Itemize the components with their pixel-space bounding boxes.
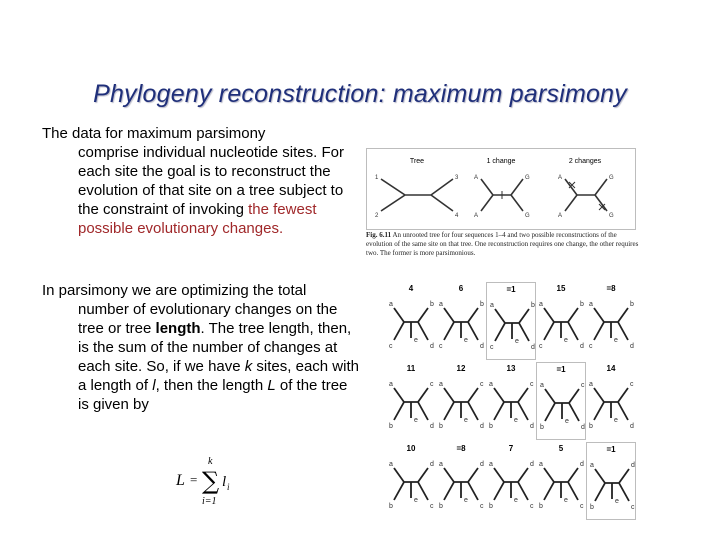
tree-number: =1 <box>506 285 516 294</box>
tree-tip-label: e <box>464 337 468 344</box>
tree-tip-label: b <box>580 301 584 308</box>
tree-tip-label: e <box>515 338 519 345</box>
five-taxon-tree-icon <box>486 454 536 516</box>
variable-l: l <box>152 377 156 394</box>
tree-tip-label: d <box>630 343 634 350</box>
tree-tip-label: e <box>615 498 619 505</box>
five-taxon-tree-icon <box>386 374 436 436</box>
tree-tip-label: c <box>631 504 635 511</box>
caption-text: An unrooted tree for four sequences 1–4 and two possible reconstructions of the evolution of the same site on that tree. One reconstruction requires one change, the other requires two. The former is more parsimonious. <box>366 231 639 257</box>
tree-number: =1 <box>606 445 616 454</box>
five-taxon-tree-icon <box>436 454 486 516</box>
paragraph-data-description <box>42 124 362 238</box>
tree-tip-label: a <box>389 461 393 468</box>
tree-tip-label: a <box>540 382 544 389</box>
tree-tip-label: a <box>539 461 543 468</box>
tree-number: =8 <box>606 284 616 293</box>
tree-tip-label: b <box>589 423 593 430</box>
five-taxon-tree-icon <box>436 374 486 436</box>
text-run: . The tree length, then, is the sum of the number of changes at each site. So, if we have <box>78 320 352 375</box>
five-taxon-tree-icon <box>586 294 636 356</box>
tree-tip-label: c <box>430 381 434 388</box>
tree-tip-label: d <box>630 423 634 430</box>
tree-tip-label: e <box>464 417 468 424</box>
tree-tip-label: c <box>589 343 593 350</box>
tree-number: 7 <box>508 444 514 453</box>
text-run: number of evolutionary changes on the tree or tree <box>78 301 338 337</box>
tree-tip-label: c <box>530 503 534 510</box>
tree-tip-label: a <box>389 381 393 388</box>
tree-cell <box>486 282 536 360</box>
tree-tip-label: b <box>540 424 544 431</box>
tree-tip-label: a <box>439 461 443 468</box>
paragraph-body <box>42 300 362 414</box>
tree-tip-label: b <box>590 504 594 511</box>
caption-label: Fig. 6.11 <box>366 231 392 239</box>
paragraph-text: comprise individual nucleotide sites. For each site the goal is to reconstruct the evolution of that site on a tree subject to the constraint of invoking <box>78 144 344 218</box>
tree-tip-label: a <box>539 301 543 308</box>
figure-unrooted-tree <box>366 148 636 230</box>
formula-lower: i=1 <box>202 496 217 507</box>
tree-tip-label: b <box>539 503 543 510</box>
formula-lhs: L <box>176 472 185 489</box>
tree-tip-label: G <box>609 213 614 219</box>
five-taxon-tree-icon <box>536 294 586 356</box>
formula-term: l <box>222 474 227 490</box>
tree-number: 11 <box>406 364 416 373</box>
five-taxon-tree-icon <box>487 295 537 357</box>
tree-tip-label: A <box>474 213 479 219</box>
tree-cell <box>586 362 636 440</box>
tree-tip-label: b <box>480 301 484 308</box>
tree-number: 15 <box>556 284 566 293</box>
figure-col-tree: Tree <box>409 158 425 165</box>
five-taxon-tree-icon <box>386 294 436 356</box>
tree-tip-label: d <box>480 423 484 430</box>
tree-number: =8 <box>456 444 466 453</box>
tree-tip-label: 1 <box>375 175 379 181</box>
tree-tip-label: b <box>430 301 434 308</box>
variable-L: L <box>267 377 276 394</box>
tree-tip-label: c <box>630 381 634 388</box>
tree-tip-label: a <box>590 462 594 469</box>
five-taxon-tree-icon <box>536 454 586 516</box>
tree-tip-label: a <box>439 301 443 308</box>
tree-tip-label: 4 <box>455 213 459 219</box>
tree-tip-label: d <box>480 343 484 350</box>
tree-number: 4 <box>408 284 414 293</box>
five-taxon-tree-icon <box>436 294 486 356</box>
tree-tip-label: c <box>389 343 393 350</box>
tree-tip-label: b <box>489 503 493 510</box>
tree-tip-label: c <box>439 343 443 350</box>
highlight-text: the fewest possible evolutionary changes. <box>78 201 317 237</box>
tree-tip-label: c <box>480 381 484 388</box>
tree-cell <box>586 442 636 520</box>
tree-tip-label: c <box>580 503 584 510</box>
tree-cell <box>386 362 436 440</box>
tree-cell <box>586 282 636 360</box>
tree-tip-label: a <box>489 461 493 468</box>
figure-tree-drawing <box>367 149 635 229</box>
tree-tip-label: e <box>564 337 568 344</box>
sum-symbol-icon: ∑ <box>202 467 220 495</box>
figure-col-one-change: 1 change <box>486 158 516 165</box>
tree-tip-label: a <box>389 301 393 308</box>
tree-cell <box>436 282 486 360</box>
figure-caption <box>366 231 642 258</box>
tree-tip-label: a <box>489 381 493 388</box>
tree-tip-label: G <box>609 175 614 181</box>
five-taxon-tree-icon <box>587 455 637 517</box>
tree-tip-label: e <box>614 417 618 424</box>
tree-tip-label: c <box>490 344 494 351</box>
tree-tip-label: d <box>580 461 584 468</box>
tree-tip-label: d <box>430 343 434 350</box>
tree-tip-label: d <box>530 461 534 468</box>
tree-tip-label: a <box>439 381 443 388</box>
tree-tip-label: e <box>614 337 618 344</box>
tree-tip-label: A <box>474 175 479 181</box>
tree-number: 12 <box>456 364 466 373</box>
tree-tip-label: A <box>558 213 563 219</box>
tree-tip-label: d <box>480 461 484 468</box>
tree-cell <box>436 362 486 440</box>
tree-tip-label: A <box>558 175 563 181</box>
tree-cell <box>536 282 586 360</box>
tree-tip-label: e <box>464 497 468 504</box>
tree-tip-label: e <box>414 497 418 504</box>
formula-upper: k <box>208 456 213 467</box>
tree-tip-label: a <box>490 302 494 309</box>
tree-number: 6 <box>458 284 464 293</box>
variable-k: k <box>244 358 253 375</box>
tree-tip-label: b <box>489 423 493 430</box>
paragraph-tree-length <box>42 281 362 414</box>
tree-number: 5 <box>558 444 564 453</box>
tree-tip-label: b <box>439 423 443 430</box>
text-run: of the tree is given by <box>78 377 348 413</box>
tree-cell <box>386 442 436 520</box>
tree-tip-label: 2 <box>375 213 379 219</box>
tree-tip-label: e <box>414 337 418 344</box>
tree-cell <box>486 442 536 520</box>
tree-tip-label: a <box>589 381 593 388</box>
five-taxon-tree-icon <box>586 374 636 436</box>
five-taxon-tree-icon <box>386 454 436 516</box>
paragraph-first-line: In parsimony we are optimizing the total <box>42 282 307 299</box>
tree-cell <box>486 362 536 440</box>
tree-cell <box>536 362 586 440</box>
tree-tip-label: c <box>430 503 434 510</box>
tree-cell <box>386 282 436 360</box>
five-taxon-tree-icon <box>486 374 536 436</box>
tree-tip-label: e <box>514 417 518 424</box>
formula-equals: = <box>190 472 198 487</box>
figure-col-two-changes: 2 changes <box>568 158 602 165</box>
tree-tip-label: e <box>414 417 418 424</box>
paragraph-first-line: The data for maximum parsimony <box>42 125 266 142</box>
tree-tip-label: d <box>581 424 585 431</box>
tree-grid <box>386 282 636 520</box>
tree-tip-label: c <box>530 381 534 388</box>
five-taxon-tree-icon <box>537 375 587 437</box>
tree-tip-label: a <box>589 301 593 308</box>
tree-tip-label: G <box>525 175 530 181</box>
tree-tip-label: d <box>530 423 534 430</box>
tree-tip-label: c <box>581 382 585 389</box>
tree-tip-label: b <box>389 503 393 510</box>
tree-number: 10 <box>406 444 416 453</box>
tree-tip-label: e <box>564 497 568 504</box>
tree-tip-label: d <box>631 462 635 469</box>
tree-tip-label: d <box>531 344 535 351</box>
tree-tip-label: b <box>439 503 443 510</box>
tree-tip-label: d <box>580 343 584 350</box>
tree-tip-label: d <box>430 461 434 468</box>
tree-length-formula <box>170 452 240 508</box>
tree-tip-label: e <box>565 418 569 425</box>
tree-tip-label: b <box>531 302 535 309</box>
tree-number: 14 <box>606 364 616 373</box>
bold-term-length: length <box>155 320 201 337</box>
formula-subscript: i <box>227 482 230 492</box>
text-run: , then the length <box>155 377 268 394</box>
tree-tip-label: G <box>525 213 530 219</box>
tree-cell <box>436 442 486 520</box>
tree-tip-label: e <box>514 497 518 504</box>
tree-number: 13 <box>506 364 516 373</box>
tree-tip-label: c <box>480 503 484 510</box>
tree-tip-label: b <box>630 301 634 308</box>
tree-tip-label: c <box>539 343 543 350</box>
text-run: sites, each with a length of <box>78 358 359 394</box>
paragraph-body <box>42 143 362 238</box>
tree-tip-label: d <box>430 423 434 430</box>
tree-tip-label: 3 <box>455 175 459 181</box>
tree-number: =1 <box>556 365 566 374</box>
tree-tip-label: b <box>389 423 393 430</box>
tree-cell <box>536 442 586 520</box>
slide-title: Phylogeny reconstruction: maximum parsimony <box>93 80 627 108</box>
